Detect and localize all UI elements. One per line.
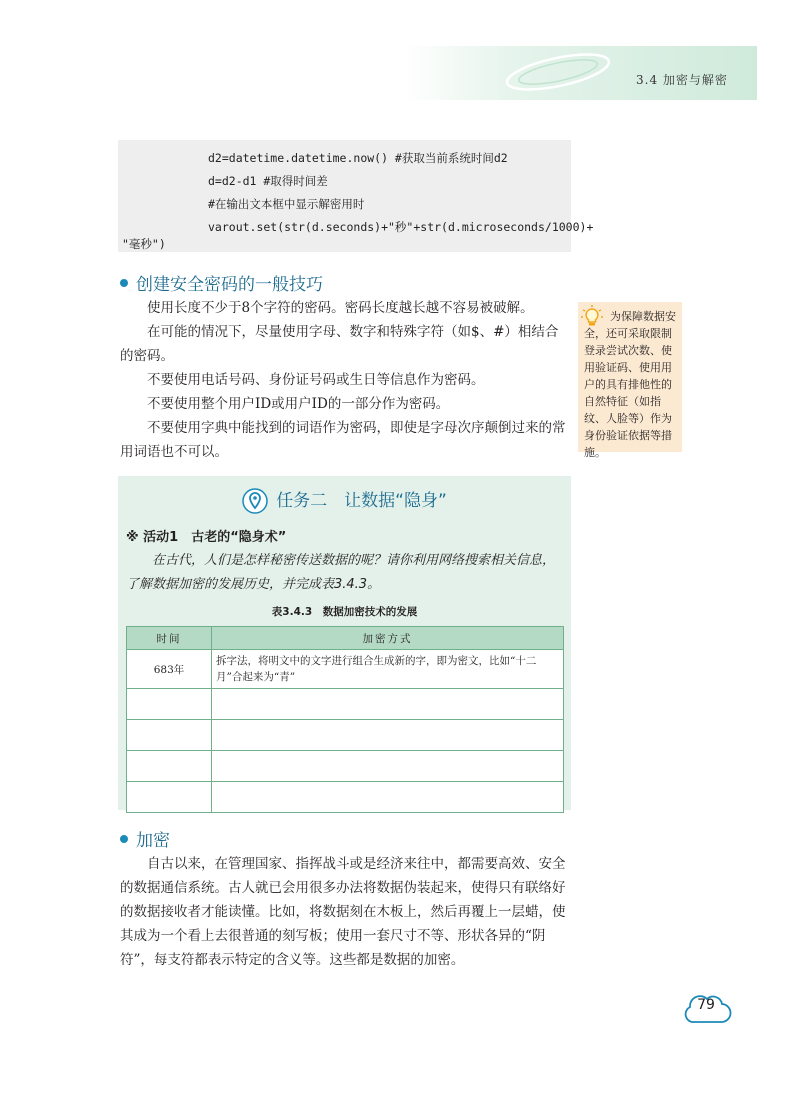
code-block bbox=[118, 140, 594, 252]
page-number: 79 bbox=[697, 997, 715, 1013]
section-bullet-icon bbox=[120, 279, 128, 287]
task-box bbox=[118, 476, 571, 810]
table-row bbox=[127, 689, 564, 720]
tip-paragraph: 不要使用整个用户ID或用户ID的一部分作为密码。 bbox=[147, 396, 450, 412]
table-cell-time bbox=[127, 751, 212, 782]
side-note bbox=[578, 302, 682, 459]
table-cell-time bbox=[127, 782, 212, 813]
table-cell-time bbox=[127, 689, 212, 720]
encryption-section-title: 加密 bbox=[120, 826, 170, 851]
table-header-row bbox=[127, 627, 564, 650]
table-cell-method bbox=[212, 720, 564, 751]
task-title: 任务二 让数据“隐身” bbox=[118, 486, 571, 514]
tip-paragraph: 不要使用电话号码、身份证号码或生日等信息作为密码。 bbox=[147, 372, 485, 388]
tips-paragraphs bbox=[120, 296, 570, 464]
chapter-section-title: 3.4 加密与解密 bbox=[636, 73, 728, 87]
activity-description: 在古代，人们是怎样秘密传送数据的呢？请你利用网络搜索相关信息，了解数据加密的发展历史，并完成表3.4.3。 bbox=[126, 553, 556, 592]
table-row bbox=[127, 782, 564, 813]
table-row bbox=[127, 751, 564, 782]
tip-paragraph: 在可能的情况下，尽量使用字母、数字和特殊字符（如$、#）相结合的密码。 bbox=[120, 324, 559, 364]
table-cell-time bbox=[127, 720, 212, 751]
side-note-text: 为保障数据安全，还可采取限制登录尝试次数、使用验证码、使用用户的具有排他性的自然特征（如指纹、人脸等）作为身份验证依据等措施。 bbox=[584, 310, 676, 459]
code-line: #在输出文本框中显示解密用时 bbox=[208, 197, 365, 211]
section-bullet-icon bbox=[120, 835, 128, 843]
table-cell-method bbox=[212, 689, 564, 720]
table-caption: 表3.4.3 数据加密技术的发展 bbox=[271, 606, 418, 618]
activity-title: ※ 活动1 古老的“隐身术” bbox=[126, 530, 287, 545]
code-line: varout.set(str(d.seconds)+"秒"+str(d.microseconds/1000)+ bbox=[208, 220, 594, 234]
table-row bbox=[127, 720, 564, 751]
tips-section-title: 创建安全密码的一般技巧 bbox=[120, 270, 323, 295]
page-number-badge bbox=[680, 990, 732, 1030]
table-cell-time: 683年 bbox=[127, 650, 212, 689]
column-header-method: 加密方式 bbox=[212, 627, 564, 650]
code-line: d2=datetime.datetime.now() #获取当前系统时间d2 bbox=[208, 151, 508, 165]
tip-paragraph: 不要使用字典中能找到的词语作为密码，即使是字母次序颠倒过来的常用词语也不可以。 bbox=[120, 420, 566, 460]
encryption-history-table bbox=[126, 626, 564, 813]
table-cell-method bbox=[212, 751, 564, 782]
tip-paragraph: 使用长度不少于8个字符的密码。密码长度越长越不容易被破解。 bbox=[147, 300, 534, 316]
header-swirl-decoration bbox=[500, 50, 630, 94]
encryption-paragraph: 自古以来，在管理国家、指挥战斗或是经济来往中，都需要高效、安全的数据通信系统。古人就已会用很多办法将数据伪装起来，使得只有联络好的数据接收者才能读懂。比如，将数据刻在木板上，然后再覆上一层蜡，使其成为一个看上去很普通的刻写板；使用一套尺寸不等、形状各异的“阴符”，每支符都表示特定的含义等。这些都是数据的加密。 bbox=[120, 856, 566, 968]
location-pin-icon bbox=[242, 488, 268, 514]
code-line: "毫秒") bbox=[122, 237, 166, 251]
column-header-time: 时间 bbox=[127, 627, 212, 650]
table-cell-method bbox=[212, 782, 564, 813]
code-line: d=d2-d1 #取得时间差 bbox=[208, 174, 328, 188]
table-cell-method: 拆字法，将明文中的文字进行组合生成新的字，即为密文，比如“十二月”合起来为“青” bbox=[212, 650, 564, 689]
table-row bbox=[127, 650, 564, 689]
